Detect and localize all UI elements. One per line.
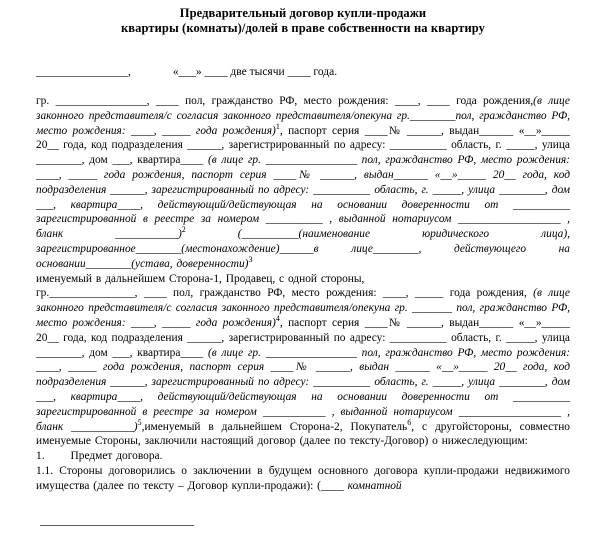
party1-legal-rep-clause: (в лице законного представителя/с согласия законного представителя/опекуна гр.________пол, гражданство РФ, место рождения: ____, _____ года рождения) — [36, 95, 570, 137]
party1-designation: именуемый в дальнейшем Сторона-1, Продавец, с одной стороны, — [36, 272, 365, 285]
section-1-heading — [36, 449, 570, 464]
date-blank: «___» ____ две тысячи ____ года. — [172, 66, 338, 78]
party1-attorney-clause: (в лице гр. ________________ пол, гражданство РФ, место рождения: ____, _____ года рождения, паспорт серия ____№ ______, выдан______ «__»_____ 20__ года, код подразделения ______, зарегистрированный по адресу: __________ область, г. _____, улица ________, дом ___, квартира____, действующий/действующая на основании доверенности от __________ зарегистрированной в реестре за номером __________ , выданной нотариусом __________________ , бланк ___________) — [36, 154, 570, 241]
place-date-line — [36, 66, 570, 78]
footnote-ref-4: 4 — [275, 314, 280, 324]
party1-paragraph — [36, 94, 570, 272]
footnote-ref-2: 2 — [181, 225, 186, 235]
title-line-1: Предварительный договор купли-продажи — [179, 6, 427, 20]
footnote-ref-1: 1 — [275, 121, 280, 131]
party2-paragraph — [36, 286, 570, 449]
party1-passport-details: , паспорт серия ____№ ______, выдан______ «__»_____ 20__ года, код подразделения ______, зарегистрированный по адресу: __________ область, г. _____, улица ________, дом ___, квартира____ — [36, 124, 570, 167]
parties-closing-clause: , с другойстороны, совместно именуемые Стороны, заключили настоящий договор (далее по тексту-Договор) о нижеследующим: — [36, 420, 570, 448]
footnote-ref-3: 3 — [248, 254, 253, 264]
title-line-2: квартиры (комнаты)/долей в праве собственности на квартиру — [120, 21, 485, 35]
party2-designation: ,именуемый в дальнейшем Сторона-2, Покупатель — [141, 420, 408, 433]
party1-intro: гр. ________________, ____ пол, гражданство РФ, место рождения: ____, ____ года рождения, — [36, 95, 534, 107]
clause-1-1-italic-tail: комнатной — [347, 479, 402, 492]
section-1-number: 1. — [36, 450, 45, 463]
document-title — [36, 6, 570, 36]
place-blank: ________________, — [36, 66, 131, 78]
party2-passport-details: , паспорт серия ____№ ______, выдан______ «__»_____ 20__ года, код подразделения ______, зарегистрированный по адресу: __________ область, г. _____, улица ________, дом ___, квартира____ — [36, 316, 570, 359]
clause-1-1-text: 1.1. Стороны договорились о заключении в будущем основного договора купли-продажи недвижимого имущества (далее по тексту – Договор купли-продажи): (____ — [36, 464, 570, 492]
party2-attorney-clause: (в лице гр. ________________ пол, гражданство РФ, место рождения: ____, _____ года рождения, паспорт серия ____№ ______, выдан ______ «__»_____ 20__ года, код подразделения ______, зарегистрированный по адресу: __________ область, г. _____, улица ________, дом ___, квартира____, действующий/действующая на основании доверенности от __________ зарегистрированной в реестре за номером ___________ , выданной нотариусом __________________ , бланк ___________) — [36, 346, 570, 433]
clause-1-1-paragraph — [36, 464, 570, 494]
footnote-ref-5: 5 — [137, 417, 142, 427]
party1-legal-entity-clause: (__________(наименование юридического лица), зарегистрированное________(местонахождение)______в лице________, действующего на основании________(устава, доверенности) — [36, 228, 570, 270]
party1-designation-line — [36, 272, 570, 287]
footnote-ref-6: 6 — [407, 417, 412, 427]
footnote-divider — [40, 525, 194, 526]
party2-legal-rep-clause: (в лице законного представителя/с согласия законного представителя/опекуна гр. _______ пол, гражданство РФ, место рождения: ____, _____ года рождения) — [36, 287, 570, 329]
section-1-title: Предмет договора. — [70, 450, 163, 463]
party2-intro: гр._______________, ____ пол, гражданство РФ, место рождения: ____, _____ года рождения, — [36, 287, 534, 300]
